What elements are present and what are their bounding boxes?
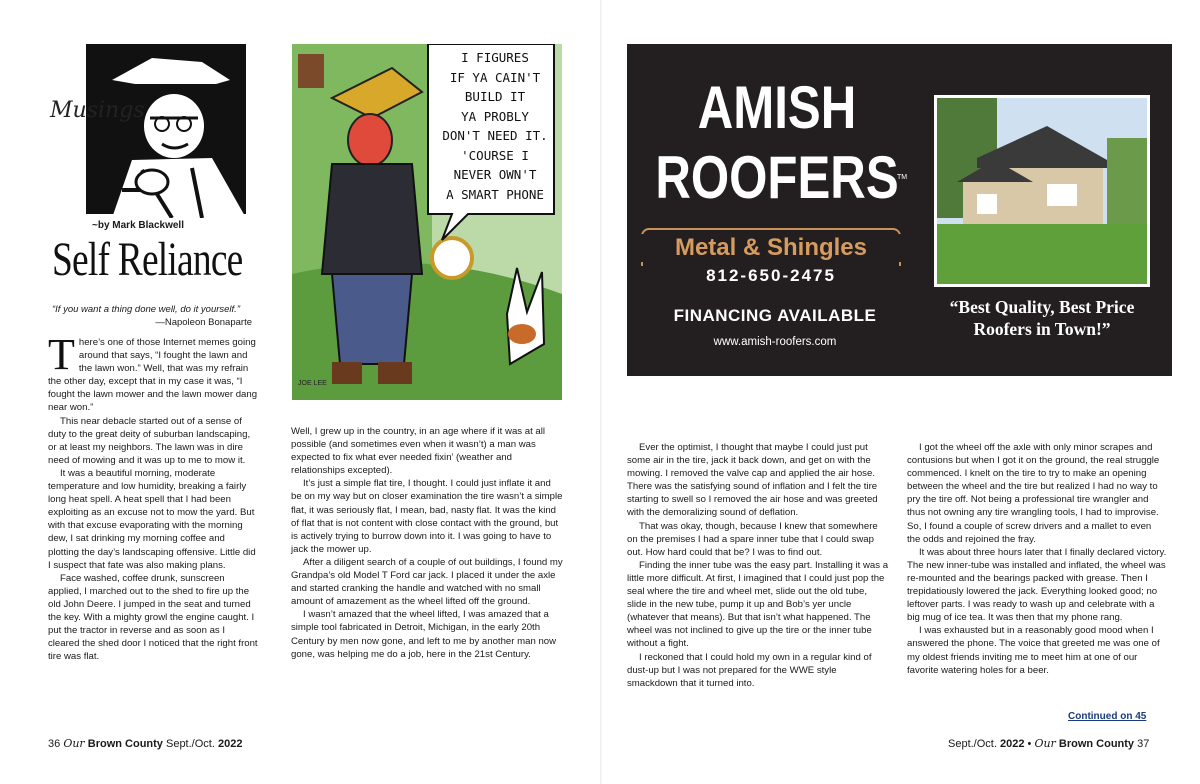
paragraph: That was okay, though, because I knew that somewhere on the premises I had a spare inner tube that I could swap out. How hard could that be? I was to find out. <box>627 520 878 558</box>
bubble-line: DON'T NEED IT. <box>442 128 548 143</box>
banner-text: Metal & Shingles <box>641 234 901 262</box>
trademark: TM <box>897 174 908 181</box>
epigraph-quote: “If you want a thing done well, do it yourself.” <box>52 304 240 315</box>
issue: Sept./Oct. <box>165 738 215 750</box>
bubble-line: YA PROBLY <box>461 108 529 124</box>
paragraph: Ever the optimist, I thought that maybe I could just put some air in the tire, jack it back down, and get on with the mowing. I removed the valve cap and applied the air hose. There was the satisfying sound of inflation and I felt the tire starting to swell so I removed the air hose and was greeted with the demoralizing sound of deflation. <box>627 442 878 519</box>
musings-illustration <box>52 40 250 218</box>
paragraph: I got the wheel off the axle with only minor scrapes and contusions but when I got it on the ground, the real struggle commenced. I knelt on the tire to try to make an opening between the wheel and the tire but realized I had no way to pry the tire off. Not being a professional tire wrangler and thus not owning any tire wrangling tools, I had to improvise. So, I found a couple of screw drivers and a mallet to even the odds and rejoined the fray. <box>907 442 1160 545</box>
continued-link[interactable]: Continued on 45 <box>1068 711 1147 722</box>
speech-bubble <box>436 48 554 204</box>
ad-title-line2: ROOFERS <box>655 144 899 211</box>
paragraph: Finding the inner tube was the easy part. Installing it was a little more difficult. At first, I imagined that I could just pop the seal where the tire and wheel met, slide out the old tube, slide in the new tube, pump it up and Bob’s yer uncle (whatever that means). But that isn’t what happened. The wheel was not inclined to give up the tire or the inner tube without a fight. <box>627 559 889 650</box>
paragraph: It was about three hours later that I finally declared victory. The new inner-tube was installed and inflated, the wheel was re-mounted and the bearings packed with grease. Then I trepidatiously lowered the jack. Everything looked good; no leftover parts. I was ready to wash up and celebrate with a big mug of ice tea. It was then that my phone rang. <box>907 546 1167 624</box>
dropcap: T <box>48 330 75 379</box>
paragraph: It was a beautiful morning, moderate temperature and low humidity, breaking a fairly long heat spell. A heat spell that I had been exploiting as an excuse not to mow the yard. But with that excuse evaporating with the morning dew, I sat drinking my morning coffee and plotting the day’s landscaping offensive. Little did I suspect that fate was also making plans. <box>48 467 256 571</box>
ad-title-line1: AMISH <box>697 74 857 141</box>
paragraph: This near debacle started out of a sense of duty to the great deity of suburban landscaping, or at least my neighbors. The lawn was in dire need of mowing and it was up to me to mow it. <box>48 415 251 466</box>
cartoon-signature: JOE LEE <box>298 380 327 387</box>
bubble-line: NEVER OWN'T <box>453 167 537 182</box>
ad-website[interactable]: www.amish-roofers.com <box>713 336 837 348</box>
page-number: 37 <box>1137 738 1150 750</box>
year: 2022 <box>999 738 1025 750</box>
mag-name: Brown County <box>87 738 163 750</box>
paragraph: Well, I grew up in the country, in an age where if it was at all possible (and sometimes even when it wasn’t) a man was expected to fix what ever needed fixin’ (weather and relationships excepted). <box>291 426 546 477</box>
paragraph: I wasn’t amazed that the wheel lifted, I was amazed that a simple tool fabricated in Detroit, Michigan, in the early 20th Century by men now gone, and left to me by another man now gone, was helping me do a job, here in the 21st Century. <box>291 609 557 660</box>
issue: Sept./Oct. <box>948 738 997 750</box>
paragraph: Face washed, coffee drunk, sunscreen applied, I marched out to the shed to fire up the old John Deere. I jumped in the seat and turned the key. With a mighty growl the engine caught. I put the tractor in reverse and as soon as I cleared the shed door I noticed that the right front tire was flat. <box>48 572 258 663</box>
bubble-line: 'COURSE I <box>461 147 529 163</box>
epigraph-attribution: —Napoleon Bonaparte <box>155 317 252 328</box>
headline: Self Reliance <box>52 233 243 286</box>
byline: ~by Mark Blackwell <box>92 220 184 231</box>
article-column-3 <box>627 441 889 690</box>
mag-name: Brown County <box>1058 738 1135 750</box>
folio-right <box>948 737 1149 750</box>
paragraph: I was exhausted but in a reasonably good mood when I answered the phone. The voice that greeted me was one of my oldest friends inviting me to meet him at one of our favorite watering holes for a beer. <box>907 625 1160 676</box>
article-column-4 <box>907 441 1167 677</box>
phone-number: 812-650-2475 <box>641 266 901 286</box>
bubble-line: A SMART PHONE <box>446 186 544 202</box>
article-column-2 <box>291 425 563 661</box>
house-photo <box>934 95 1150 287</box>
page-gutter <box>600 0 602 784</box>
folio-left <box>48 737 242 750</box>
amish-roofers-ad <box>627 44 1172 376</box>
article-column-1 <box>48 330 258 663</box>
section-label: Musings <box>50 98 145 123</box>
bubble-line: I FIGURES <box>461 50 529 65</box>
ad-slogan: “Best Quality, Best Price Roofers in Town!” <box>949 297 1135 339</box>
paragraph: It’s just a simple flat tire, I thought. I could just inflate it and be on my way but on closer examination the tire wasn’t a simple flat, it was seriously flat, I mean, bad, nasty flat. It was the kind of flat that is not content with close contact with the ground, but is actively trying to burrow down into it. I was going to have to jack the mower up. <box>291 478 563 555</box>
financing-text: FINANCING AVAILABLE <box>673 306 877 325</box>
paragraph: I reckoned that I could hold my own in a regular kind of dust-up but I was not prepared for the WWE style smackdown that it turned into. <box>627 651 872 689</box>
paragraph: After a diligent search of a couple of out buildings, I found my Grandpa’s old Model T Ford car jack. I placed it under the axle and started cranking the handle and watched with no small amount of amazement as the wheel lifted off the ground. <box>291 556 563 608</box>
paragraph: here’s one of those Internet memes going around that says, “I fought the lawn and the lawn won.” Well, that was my refrain the other day, except that in my case it was, “I fought the lawn mower and the lawn mower dang near won.” <box>48 337 258 414</box>
mag-prefix: Our <box>63 737 85 750</box>
bubble-line: IF YA CAIN'T <box>449 69 541 85</box>
cartoon <box>292 44 562 400</box>
year: 2022 <box>217 738 243 750</box>
separator: • <box>1027 738 1032 750</box>
mag-prefix: Our <box>1034 737 1056 750</box>
page-number: 36 <box>48 738 61 750</box>
bubble-line: BUILD IT <box>464 89 526 104</box>
